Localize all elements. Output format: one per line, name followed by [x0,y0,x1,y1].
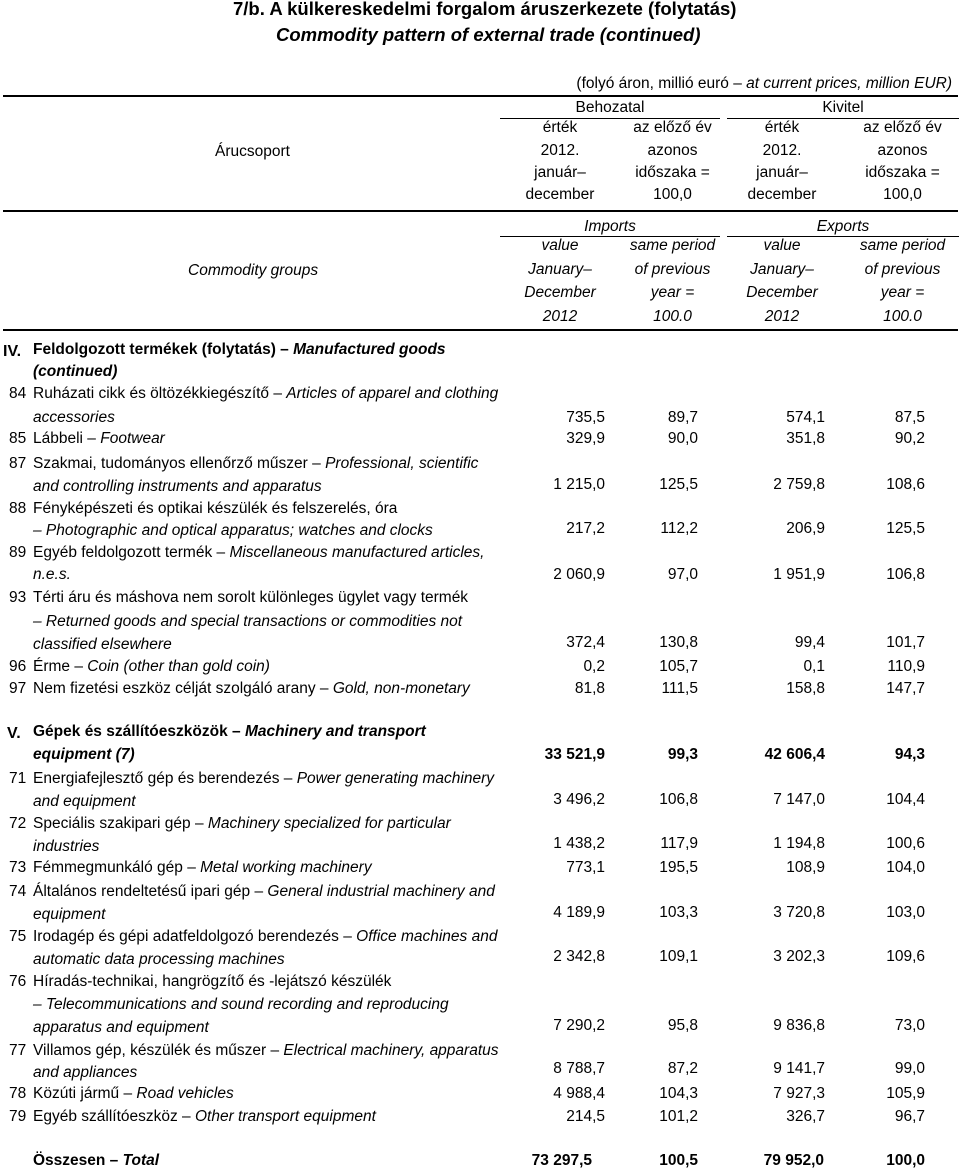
row-label [33,1042,499,1060]
row-export-value: 206,9 [786,520,825,537]
row-label-hu: Térti áru és máshova nem sorolt különleges ügylet vagy termék [33,589,469,606]
row-label-en: Power generating machinery [296,770,494,787]
row-export-value: 1 194,8 [773,835,825,852]
row-code: 71 [9,770,27,787]
row-label [33,883,495,901]
row-label-en-line2: accessories [33,409,115,426]
table-title-hu: 7/b. A külkereskedelmi forgalom áruszerkezete (folytatás) [233,0,737,19]
row-label [33,815,451,833]
row-export-index: 105,9 [886,1085,925,1102]
row-export-value: 9 836,8 [773,1017,825,1034]
row-import-value: 773,1 [566,859,605,876]
row-import-value: 735,5 [566,409,605,426]
row-export-value: 326,7 [786,1108,825,1125]
row-code: 72 [9,815,27,832]
row-label-en-line2: – Returned goods and special transactions or commodities not [33,613,463,630]
row-label [33,973,391,991]
row-label-en-line2: and controlling instruments and apparatus [33,478,322,495]
row-export-index: 108,6 [886,476,925,493]
row-label-hu: Nem fizetési eszköz célját szolgáló arany – [33,680,333,697]
row-code: 87 [9,455,27,472]
table-title-en: Commodity pattern of external trade (continued) [276,24,701,45]
row-import-value: 1 215,0 [553,476,605,493]
row-code: 97 [9,680,27,697]
row-import-value: 4 988,4 [553,1085,605,1102]
row-label-en: Office machines and [356,928,498,945]
row-label-en: Coin (other than gold coin) [87,658,270,675]
row-import-index: 112,2 [660,520,698,537]
row-code: 89 [9,544,27,561]
section-v-import-index: 99,3 [667,746,698,763]
row-export-value: 108,9 [786,859,825,876]
header-mid-rule [3,210,958,212]
row-code: 73 [9,859,27,876]
row-import-index: 89,7 [667,409,698,426]
row-import-index: 130,8 [659,634,698,651]
group-en-header: Commodity groups [188,262,319,279]
row-import-index: 125,5 [659,476,698,493]
section-iv-roman: IV. [3,343,22,360]
row-import-value: 81,8 [574,680,605,697]
row-label [33,500,397,518]
row-import-index: 97,0 [667,566,698,583]
total-import-value: 73 297,5 [531,1152,592,1169]
row-label-en: Articles of apparel and clothing [286,385,499,402]
row-label-hu: Egyéb feldolgozott termék – [33,544,230,561]
row-import-value: 4 189,9 [553,904,605,921]
row-label-hu: Híradás-technikai, hangrögzítő és -lejátszó készülék [33,973,392,990]
row-label [33,1085,234,1103]
row-label [33,658,270,676]
section-v-import-value: 33 521,9 [544,746,605,763]
row-code: 75 [9,928,27,945]
row-label [33,385,498,403]
row-import-index: 95,8 [667,1017,698,1034]
row-label-en-line2: industries [33,838,100,855]
row-export-value: 2 759,8 [773,476,825,493]
section-v-export-value: 42 606,4 [764,746,825,763]
total-label: Összesen – Total [33,1152,160,1169]
row-import-index: 117,9 [660,835,698,852]
section-v-title: Gépek és szállítóeszközök – Machinery and transport [33,723,426,740]
row-label-en: Gold, non-monetary [332,680,470,697]
row-import-index: 111,5 [661,680,698,697]
row-export-value: 7 147,0 [773,791,825,808]
row-label-hu: Érme – [33,658,88,675]
row-label [33,1108,376,1126]
row-label-hu: Fényképészeti és optikai készülék és felszerelés, óra [33,500,398,517]
row-label-hu: Villamos gép, készülék és műszer – [33,1042,284,1059]
row-label-en: Professional, scientific [325,455,479,472]
row-import-value: 372,4 [566,634,605,651]
row-label [33,544,484,562]
row-label-en: Machinery specialized for particular [207,815,451,832]
row-import-value: 1 438,2 [553,835,605,852]
units-hu: (folyó áron, millió euró – [576,75,747,92]
section-v-title-line2: equipment (7) [33,746,135,763]
row-export-value: 158,8 [786,680,825,697]
row-label-hu: Közúti jármű – [33,1085,137,1102]
row-code: 85 [9,430,27,447]
row-export-index: 100,6 [886,835,925,852]
section-v-export-index: 94,3 [894,746,925,763]
row-import-value: 217,2 [566,520,605,537]
row-import-value: 2 060,9 [553,566,605,583]
row-export-index: 104,0 [886,859,925,876]
row-label-en: Metal working machinery [200,859,372,876]
row-export-value: 574,1 [786,409,825,426]
row-export-index: 96,7 [894,1108,925,1125]
row-label-hu: Irodagép és gépi adatfeldolgozó berendezés – [33,928,357,945]
row-export-value: 3 202,3 [773,948,825,965]
row-export-value: 7 927,3 [773,1085,825,1102]
row-export-index: 125,5 [886,520,925,537]
row-export-value: 3 720,8 [773,904,825,921]
total-export-value: 79 952,0 [763,1152,824,1169]
exports-en-header: Exports [816,218,870,235]
row-code: 79 [9,1108,27,1125]
row-export-value: 9 141,7 [773,1060,825,1077]
header-bottom-rule [3,329,958,331]
header-top-rule [3,95,958,97]
row-label [33,455,478,473]
row-import-index: 90,0 [667,430,698,447]
row-export-index: 109,6 [886,948,925,965]
row-code: 76 [9,973,27,990]
row-export-value: 351,8 [786,430,825,447]
row-import-index: 101,2 [659,1108,698,1125]
row-export-value: 1 951,9 [773,566,825,583]
row-export-value: 0,1 [803,658,825,675]
row-label [33,589,468,607]
row-label-en-line2: automatic data processing machines [33,951,285,968]
row-label-hu: Egyéb szállítóeszköz – [33,1108,195,1125]
total-import-index: 100,5 [659,1152,698,1169]
total-export-index: 100,0 [886,1152,925,1169]
row-import-value: 329,9 [566,430,605,447]
row-export-index: 106,8 [886,566,925,583]
exports-hu-header: Kivitel [822,99,864,116]
row-label-en-line2: equipment [33,906,106,923]
group-hu-header: Árucsoport [215,143,290,160]
row-label-en-line2: and equipment [33,793,136,810]
row-label [33,928,497,946]
row-label-en: Footwear [100,430,165,447]
row-import-value: 214,5 [566,1108,605,1125]
row-label [33,430,165,448]
row-label-en-line3: apparatus and equipment [33,1019,209,1036]
row-label [33,770,494,788]
row-import-index: 195,5 [659,859,698,876]
row-import-value: 7 290,2 [553,1017,605,1034]
row-label [33,859,372,877]
row-export-index: 110,9 [887,658,925,675]
row-label-hu: Ruházati cikk és öltözékkiegészítő – [33,385,287,402]
row-label-en-line2: – Telecommunications and sound recording and reproducing [33,996,449,1013]
imports-en-header: Imports [584,218,636,235]
row-import-value: 2 342,8 [553,948,605,965]
row-export-index: 101,7 [886,634,925,651]
row-export-index: 73,0 [894,1017,925,1034]
row-import-index: 106,8 [659,791,698,808]
section-iv-title: Feldolgozott termékek (folytatás) – Manufactured goods [33,341,446,358]
row-label-hu: Energiafejlesztő gép és berendezés – [33,770,297,787]
row-code: 93 [9,589,27,606]
row-code: 78 [9,1085,27,1102]
imports-hu-header: Behozatal [575,99,645,116]
row-label-en-line2: n.e.s. [33,566,71,583]
row-label-hu: Szakmai, tudományos ellenőrző műszer – [33,455,326,472]
row-code: 96 [9,658,27,675]
row-label-hu: Speciális szakipari gép – [33,815,208,832]
row-label-hu: Lábbeli – [33,430,101,447]
units-note [576,75,952,93]
row-label-en: Miscellaneous manufactured articles, [229,544,485,561]
row-label [33,680,470,698]
row-import-value: 3 496,2 [553,791,605,808]
row-import-value: 0,2 [583,658,605,675]
row-code: 74 [9,883,27,900]
row-export-index: 103,0 [886,904,925,921]
row-label-en: Electrical machinery, apparatus [283,1042,499,1059]
row-label-hu: Fémmegmunkáló gép – [33,859,201,876]
row-import-index: 105,7 [659,658,698,675]
row-label-en-line3: classified elsewhere [33,636,172,653]
section-v-roman: V. [7,725,21,742]
row-code: 84 [9,385,27,402]
row-export-index: 99,0 [894,1060,925,1077]
row-label-en: Road vehicles [136,1085,234,1102]
row-export-index: 147,7 [886,680,925,697]
row-label-en: General industrial machinery and [267,883,495,900]
row-export-value: 99,4 [794,634,825,651]
row-label-en: Other transport equipment [194,1108,376,1125]
row-export-index: 90,2 [894,430,925,447]
row-label-hu: Általános rendeltetésű ipari gép – [33,883,268,900]
row-import-index: 104,3 [659,1085,698,1102]
row-import-index: 109,1 [659,948,698,965]
row-import-index: 103,3 [659,904,698,921]
row-code: 88 [9,500,27,517]
row-code: 77 [9,1042,27,1059]
units-en: at current prices, million EUR) [746,75,952,92]
row-label-en-line2: and appliances [33,1064,138,1081]
section-iv-title-line2: (continued) [33,363,118,380]
row-export-index: 104,4 [886,791,925,808]
row-import-value: 8 788,7 [553,1060,605,1077]
row-import-index: 87,2 [667,1060,698,1077]
row-label-en-line2: – Photographic and optical apparatus; watches and clocks [33,522,433,539]
row-export-index: 87,5 [894,409,925,426]
